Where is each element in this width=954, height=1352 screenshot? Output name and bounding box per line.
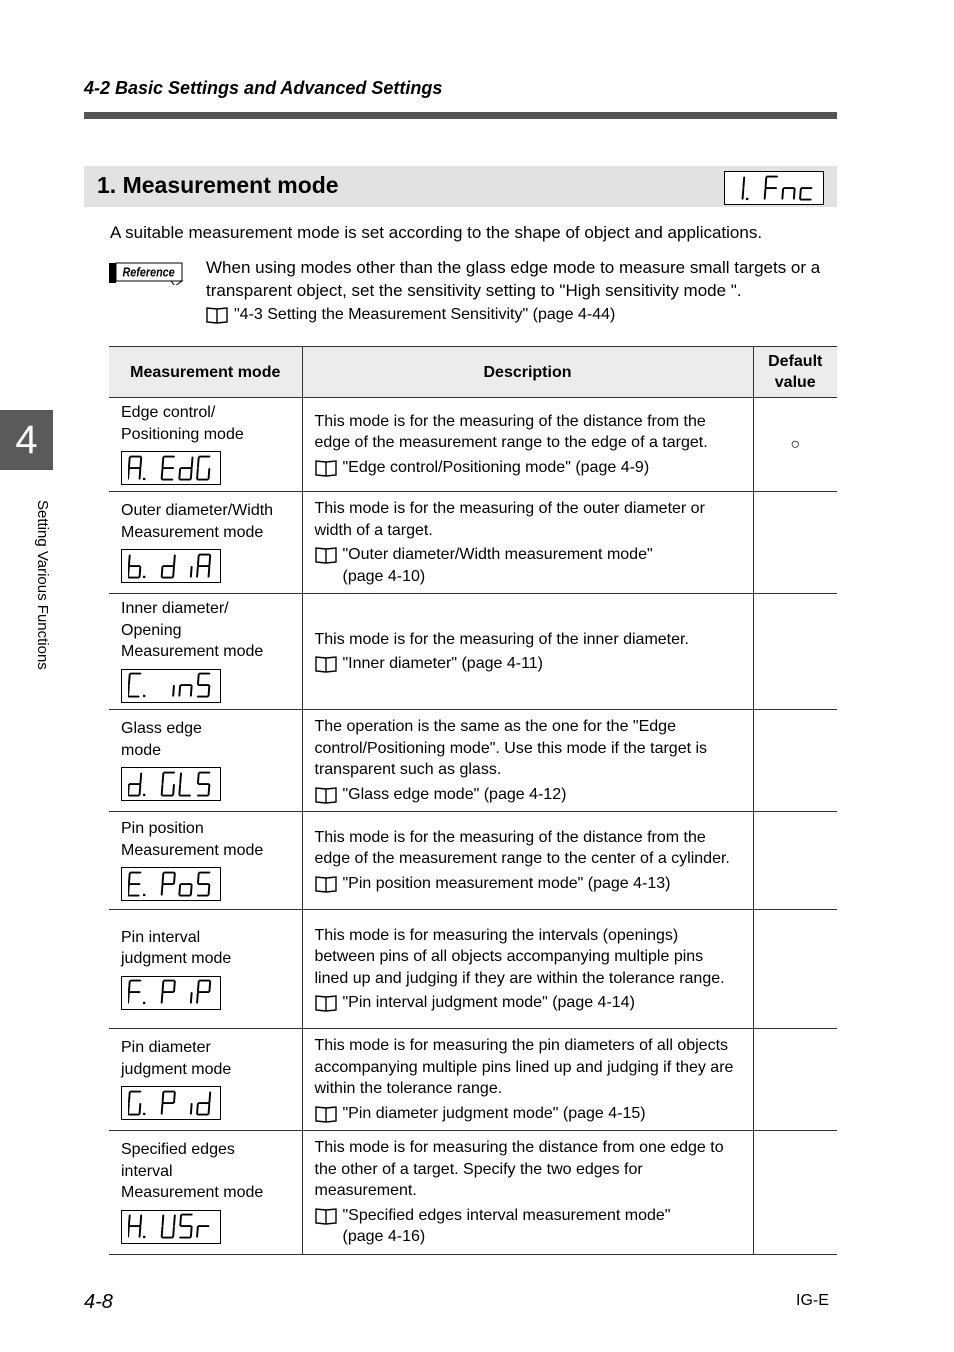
mode-name: Outer diameter/Width Measurement mode [121, 502, 274, 541]
description-cell [302, 594, 753, 710]
mode-display-code [121, 669, 221, 703]
mode-name: Glass edge mode [121, 720, 202, 759]
description-cell [302, 710, 753, 812]
book-icon [315, 786, 337, 804]
mode-cell [109, 710, 302, 812]
column-header-default: Default value [753, 347, 837, 398]
column-header-mode: Measurement mode [109, 347, 302, 398]
page-header-title: 4-2 Basic Settings and Advanced Settings [84, 78, 443, 98]
chapter-side-title: Setting Various Functions [34, 500, 51, 670]
book-icon [315, 994, 337, 1012]
description-cell [302, 398, 753, 492]
column-header-description: Description [302, 347, 753, 398]
mode-display-code [121, 1210, 221, 1244]
mode-reference-text: "Pin position measurement mode" (page 4-13) [342, 874, 671, 892]
book-icon [315, 875, 337, 893]
default-value-cell [753, 492, 837, 594]
mode-description: This mode is for measuring the intervals (openings) between pins of all objects accompanying multiple pins lined up and judging if they are within the tolerance range. [314, 926, 725, 987]
mode-cell [109, 1029, 302, 1131]
mode-name: Pin interval judgment mode [121, 928, 232, 967]
mode-display-code [121, 451, 221, 485]
mode-cell [109, 492, 302, 594]
mode-description: This mode is for measuring the pin diameters of all objects accompanying multiple pins lined up and judging if they are within the tolerance range. [314, 1037, 734, 1097]
measurement-mode-table [109, 346, 837, 1255]
mode-reference-text: "Pin diameter judgment mode" (page 4-15) [342, 1104, 646, 1122]
table-row [109, 594, 837, 710]
default-value-cell [753, 594, 837, 710]
table-row [109, 1131, 837, 1255]
mode-name: Specified edges interval Measurement mode [121, 1141, 264, 1201]
mode-display-code [121, 976, 221, 1010]
mode-description: This mode is for the measuring of the outer diameter or width of a target. [314, 500, 705, 539]
mode-reference-text: "Specified edges interval measurement mode" (page 4-16) [342, 1206, 671, 1245]
mode-description: This mode is for the measuring of the inner diameter. [314, 630, 689, 648]
reference-link-text: "4-3 Setting the Measurement Sensitivity" (page 4-44) [234, 306, 616, 323]
mode-description: The operation is the same as the one for the "Edge control/Positioning mode". Use this mode if the target is transparent such as glass. [314, 718, 708, 778]
description-cell [302, 492, 753, 594]
mode-description: This mode is for the measuring of the distance from the edge of the measurement range to the center of a cylinder. [314, 828, 730, 868]
reference-badge [109, 261, 184, 285]
mode-reference [315, 1205, 741, 1248]
header-rule [84, 112, 837, 119]
mode-description: This mode is for measuring the distance from one edge to the other of a target. Specify the two edges for measurement. [314, 1139, 724, 1199]
book-icon [315, 459, 337, 477]
document-code: IG-E [796, 1292, 829, 1309]
mode-reference-text: "Outer diameter/Width measurement mode" (page 4-10) [342, 546, 653, 585]
description-cell [302, 1029, 753, 1131]
intro-text: A suitable measurement mode is set according to the shape of object and applications. [110, 223, 763, 242]
section-title: 1. Measurement mode [97, 172, 339, 198]
mode-reference-text: "Glass edge mode" (page 4-12) [342, 785, 567, 803]
mode-cell [109, 1131, 302, 1255]
description-cell [302, 1131, 753, 1255]
default-value-cell [753, 910, 837, 1029]
mode-cell [109, 594, 302, 710]
mode-description: This mode is for the measuring of the distance from the edge of the measurement range to the edge of a target. [314, 412, 708, 452]
table-header-row [109, 347, 837, 398]
table-row [109, 398, 837, 492]
reference-link [206, 306, 615, 324]
mode-name: Inner diameter/ Opening Measurement mode [121, 600, 264, 661]
mode-name: Pin diameter judgment mode [121, 1039, 232, 1078]
default-value-cell: ○ [753, 398, 837, 492]
mode-reference [315, 873, 741, 895]
default-value-cell [753, 1131, 837, 1255]
table-row [109, 812, 837, 910]
description-cell [302, 812, 753, 910]
page-number: 4-8 [84, 1291, 113, 1313]
mode-reference [315, 544, 741, 587]
description-cell [302, 910, 753, 1029]
mode-cell [109, 910, 302, 1029]
book-icon [315, 546, 337, 564]
reference-text: When using modes other than the glass edge mode to measure small targets or a transparent object, set the sensitivity setting to "High sensitivity mode ". [206, 258, 821, 300]
section-display-code [724, 171, 824, 205]
mode-reference-text: "Pin interval judgment mode" (page 4-14) [342, 994, 635, 1011]
mode-name: Pin position Measurement mode [121, 820, 264, 859]
mode-cell [109, 812, 302, 910]
reference-badge-label: Reference [122, 266, 175, 280]
table-row [109, 1029, 837, 1131]
book-icon [315, 1207, 337, 1225]
book-icon [315, 655, 337, 673]
mode-display-code [121, 1086, 221, 1120]
mode-reference [315, 992, 741, 1014]
table-row [109, 710, 837, 812]
mode-reference [315, 1103, 741, 1125]
default-value-cell [753, 710, 837, 812]
mode-display-code [121, 867, 221, 901]
mode-reference [315, 653, 741, 675]
book-icon [206, 306, 228, 324]
table-row [109, 492, 837, 594]
mode-display-code [121, 767, 221, 801]
default-value-cell [753, 812, 837, 910]
mode-display-code [121, 549, 221, 583]
mode-cell [109, 398, 302, 492]
default-value-cell [753, 1029, 837, 1131]
book-icon [315, 1105, 337, 1123]
mode-name: Edge control/ Positioning mode [121, 404, 244, 443]
mode-reference-text: "Inner diameter" (page 4-11) [342, 655, 543, 672]
mode-reference [315, 457, 741, 479]
chapter-tab: 4 [0, 410, 53, 470]
mode-reference [315, 784, 741, 806]
table-row [109, 910, 837, 1029]
mode-reference-text: "Edge control/Positioning mode" (page 4-9) [342, 458, 650, 476]
